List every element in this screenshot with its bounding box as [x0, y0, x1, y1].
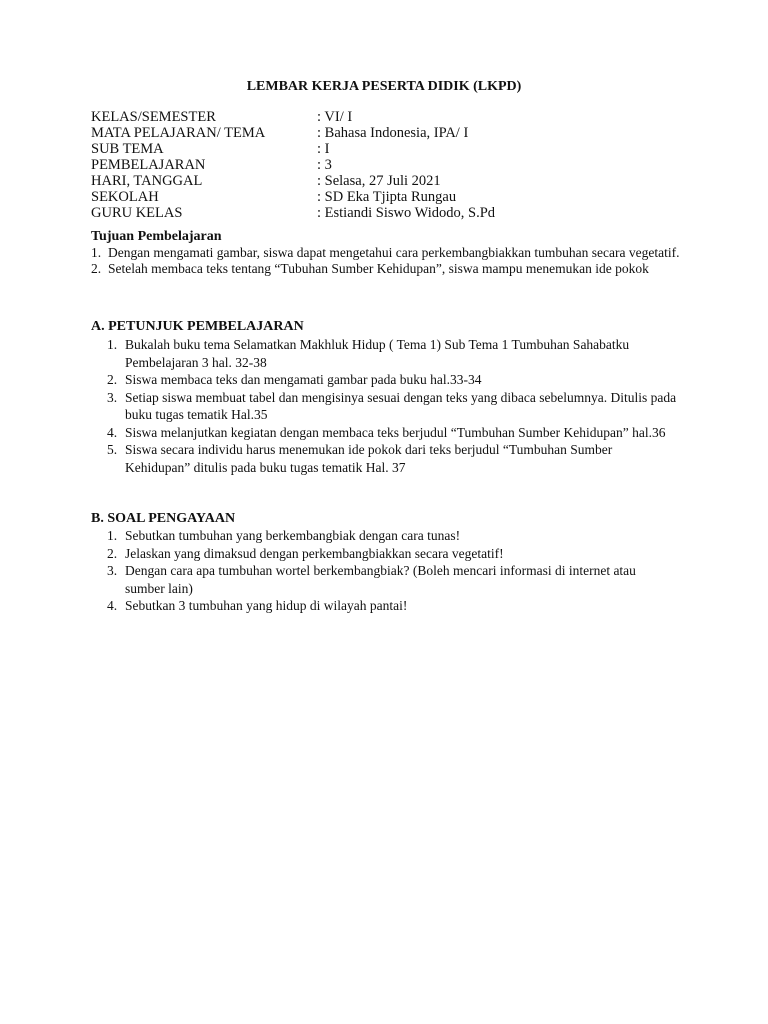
- list-item: [107, 424, 677, 442]
- info-label: SEKOLAH: [91, 189, 159, 205]
- item-number: 4.: [107, 424, 118, 440]
- item-text: Jelaskan yang dimaksud dengan perkembangbiakkan secara vegetatif!: [125, 545, 504, 561]
- list-item: [91, 245, 681, 261]
- item-number: 1.: [91, 245, 102, 260]
- item-number: 1.: [107, 337, 118, 352]
- info-row-sekolah: [91, 189, 495, 205]
- info-row-hari: [91, 173, 495, 189]
- info-value: : VI/ I: [317, 109, 353, 125]
- item-text: Sebutkan tumbuhan yang berkembangbiak dengan cara tunas!: [125, 528, 461, 543]
- objectives-title: Tujuan Pembelajaran: [91, 229, 222, 244]
- list-item: [107, 562, 677, 597]
- item-number: 3.: [107, 563, 118, 578]
- item-text: Dengan cara apa tumbuhan wortel berkembangbiak? (Boleh mencari informasi di internet atau sumber lain): [125, 563, 636, 596]
- item-number: 5.: [107, 442, 118, 457]
- section-a-title: A. PETUNJUK PEMBELAJARAN: [91, 319, 304, 334]
- item-text: Siswa membaca teks dan mengamati gambar pada buku hal.33-34: [125, 372, 482, 387]
- section-b-list: [107, 527, 677, 615]
- item-number: 4.: [107, 598, 118, 613]
- item-text: Siswa secara individu harus menemukan ide pokok dari teks berjudul “Tumbuhan Sumber Kehidupan” ditulis pada buku tugas tematik Hal. 37: [125, 442, 613, 475]
- list-item: [107, 389, 677, 424]
- item-text: Setiap siswa membuat tabel dan mengisinya sesuai dengan teks yang dibaca sebelumnya. Ditulis pada buku tugas tematik Hal.35: [125, 389, 677, 422]
- item-text: Setelah membaca teks tentang “Tubuhan Sumber Kehidupan”, siswa mampu menemukan ide pokok: [108, 261, 649, 276]
- list-item: [107, 336, 677, 371]
- list-item: [107, 441, 677, 476]
- item-number: 3.: [107, 389, 118, 405]
- info-value: : Selasa, 27 Juli 2021: [317, 173, 441, 189]
- list-item: [107, 545, 677, 563]
- item-text: Bukalah buku tema Selamatkan Makhluk Hidup ( Tema 1) Sub Tema 1 Tumbuhan Sahabatku Pembelajaran 3 hal. 32-38: [125, 337, 630, 370]
- info-row-subtema: [91, 141, 495, 157]
- item-number: 2.: [107, 372, 118, 387]
- info-table: [91, 109, 495, 221]
- info-value: : SD Eka Tjipta Rungau: [317, 189, 457, 205]
- item-number: 2.: [91, 261, 102, 276]
- section-b-title: B. SOAL PENGAYAAN: [91, 511, 236, 526]
- item-number: 2.: [107, 545, 118, 561]
- list-item: [107, 527, 677, 545]
- info-label: HARI, TANGGAL: [91, 173, 203, 189]
- info-value: : 3: [317, 157, 332, 173]
- list-item: [107, 597, 677, 615]
- item-text: Siswa melanjutkan kegiatan dengan membaca teks berjudul “Tumbuhan Sumber Kehidupan” hal.36: [125, 424, 666, 440]
- info-label: SUB TEMA: [91, 141, 164, 157]
- item-text: Dengan mengamati gambar, siswa dapat mengetahui cara perkembangbiakkan tumbuhan secara vegetatif.: [108, 245, 680, 260]
- info-row-guru: [91, 205, 495, 221]
- info-value: : I: [317, 141, 330, 157]
- info-row-mapel: [91, 125, 495, 141]
- list-item: [107, 371, 677, 389]
- info-label: MATA PELAJARAN/ TEMA: [91, 125, 266, 141]
- info-row-pembelajaran: [91, 157, 495, 173]
- info-row-kelas: [91, 109, 495, 125]
- section-a-list: [107, 336, 677, 476]
- item-text: Sebutkan 3 tumbuhan yang hidup di wilayah pantai!: [125, 598, 408, 613]
- info-value: : Estiandi Siswo Widodo, S.Pd: [317, 205, 496, 221]
- item-number: 1.: [107, 528, 118, 543]
- info-label: KELAS/SEMESTER: [91, 109, 216, 125]
- info-label: PEMBELAJARAN: [91, 157, 206, 173]
- objectives-list: [91, 245, 681, 277]
- list-item: [91, 261, 681, 277]
- document-title: LEMBAR KERJA PESERTA DIDIK (LKPD): [246, 79, 522, 94]
- info-value: : Bahasa Indonesia, IPA/ I: [317, 125, 469, 141]
- info-label: GURU KELAS: [91, 205, 183, 221]
